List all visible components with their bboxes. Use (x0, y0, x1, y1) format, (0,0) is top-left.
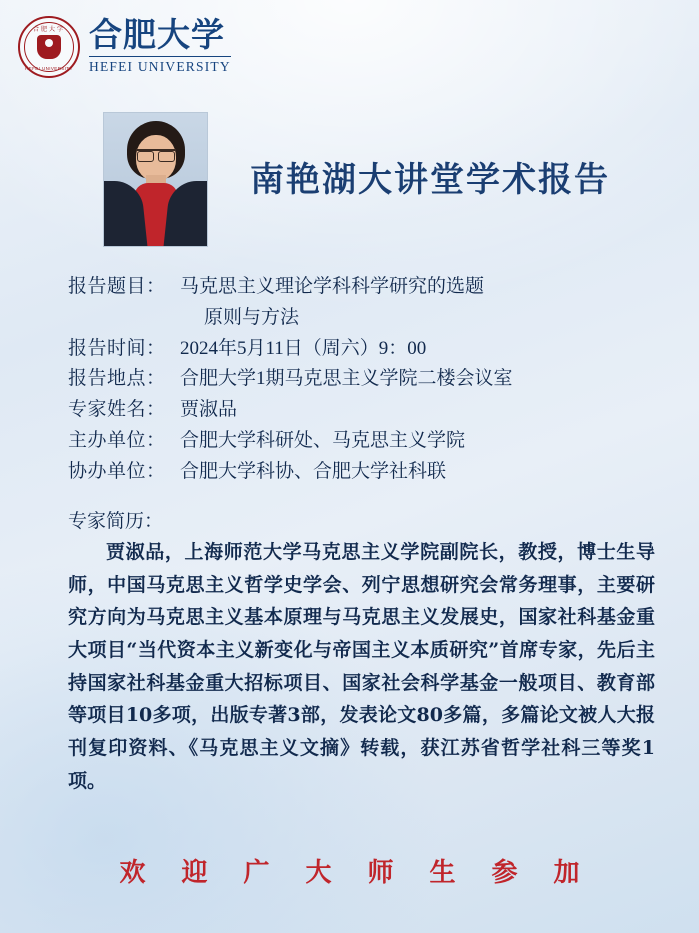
logo-names (89, 19, 231, 75)
info-label: 协办单位： (68, 460, 166, 482)
logo-name-cn: 合肥大学 (89, 18, 225, 55)
slogan-char: 广 (243, 858, 270, 888)
bio-label: 专家简历： (68, 511, 164, 532)
slogan-char: 加 (553, 858, 580, 888)
info-label: 报告地点： (68, 368, 166, 390)
slogan-char: 参 (491, 858, 518, 888)
seal-bottom-text: HEFEI UNIVERSITY (25, 66, 73, 71)
portrait-glasses (136, 149, 176, 161)
info-list (68, 272, 651, 487)
info-value: 合肥大学科协、合肥大学社科联 (180, 460, 447, 482)
info-value: 贾淑品 (180, 399, 238, 421)
slogan-char: 生 (429, 858, 456, 888)
slogan-char: 师 (367, 858, 394, 888)
logo-name-en: HEFEI UNIVERSITY (89, 56, 231, 75)
info-row-topic (68, 272, 651, 334)
info-label: 专家姓名： (68, 399, 166, 421)
info-row-location (68, 364, 651, 395)
seal-mark-icon (37, 35, 61, 59)
info-row-speaker (68, 395, 651, 426)
info-value: 合肥大学科研处、马克思主义学院 (180, 429, 466, 451)
info-row-organizer (68, 426, 651, 457)
info-value-text: 马克思主义理论学科科学研究的选题 (180, 276, 485, 297)
welcome-slogan (0, 852, 699, 889)
info-label: 报告时间： (68, 337, 166, 359)
header-row (0, 112, 699, 252)
info-row-time (68, 334, 651, 365)
page-title: 南艳湖大讲堂学术报告 (250, 160, 610, 200)
slogan-char: 欢 (119, 858, 146, 888)
slogan-char: 大 (305, 858, 332, 888)
slogan-char: 迎 (181, 858, 208, 888)
info-label: 报告题目： (68, 276, 166, 297)
info-value: 合肥大学1期马克思主义学院二楼会议室 (180, 368, 513, 390)
info-value (180, 272, 651, 334)
university-seal-icon (18, 16, 80, 78)
info-row-co-organizer (68, 457, 651, 488)
info-value: 2024年5月11日（周六）9：00 (180, 337, 427, 359)
university-logo (18, 16, 231, 78)
bio-text: 贾淑品，上海师范大学马克思主义学院副院长，教授，博士生导师，中国马克思主义哲学史学会、列宁思想研究会常务理事，主要研究方向为马克思主义基本原理与马克思主义发展史，国家社科基金重大项目“当代资本主义新变化与帝国主义本质研究”首席专家，先后主持国家社科基金重大招标项目、国家社会科学基金一般项目、教育部等项目10多项，出版专著3部，发表论文80多篇，多篇论文被人大报刊复印资料、《马克思主义文摘》转载，获江苏省哲学社科三等奖1项。 (68, 541, 655, 792)
speaker-portrait (103, 112, 208, 247)
info-label: 主办单位： (68, 429, 166, 451)
seal-top-text: 合肥大学 (32, 27, 65, 33)
info-value-continuation: 原则与方法 (204, 306, 300, 328)
